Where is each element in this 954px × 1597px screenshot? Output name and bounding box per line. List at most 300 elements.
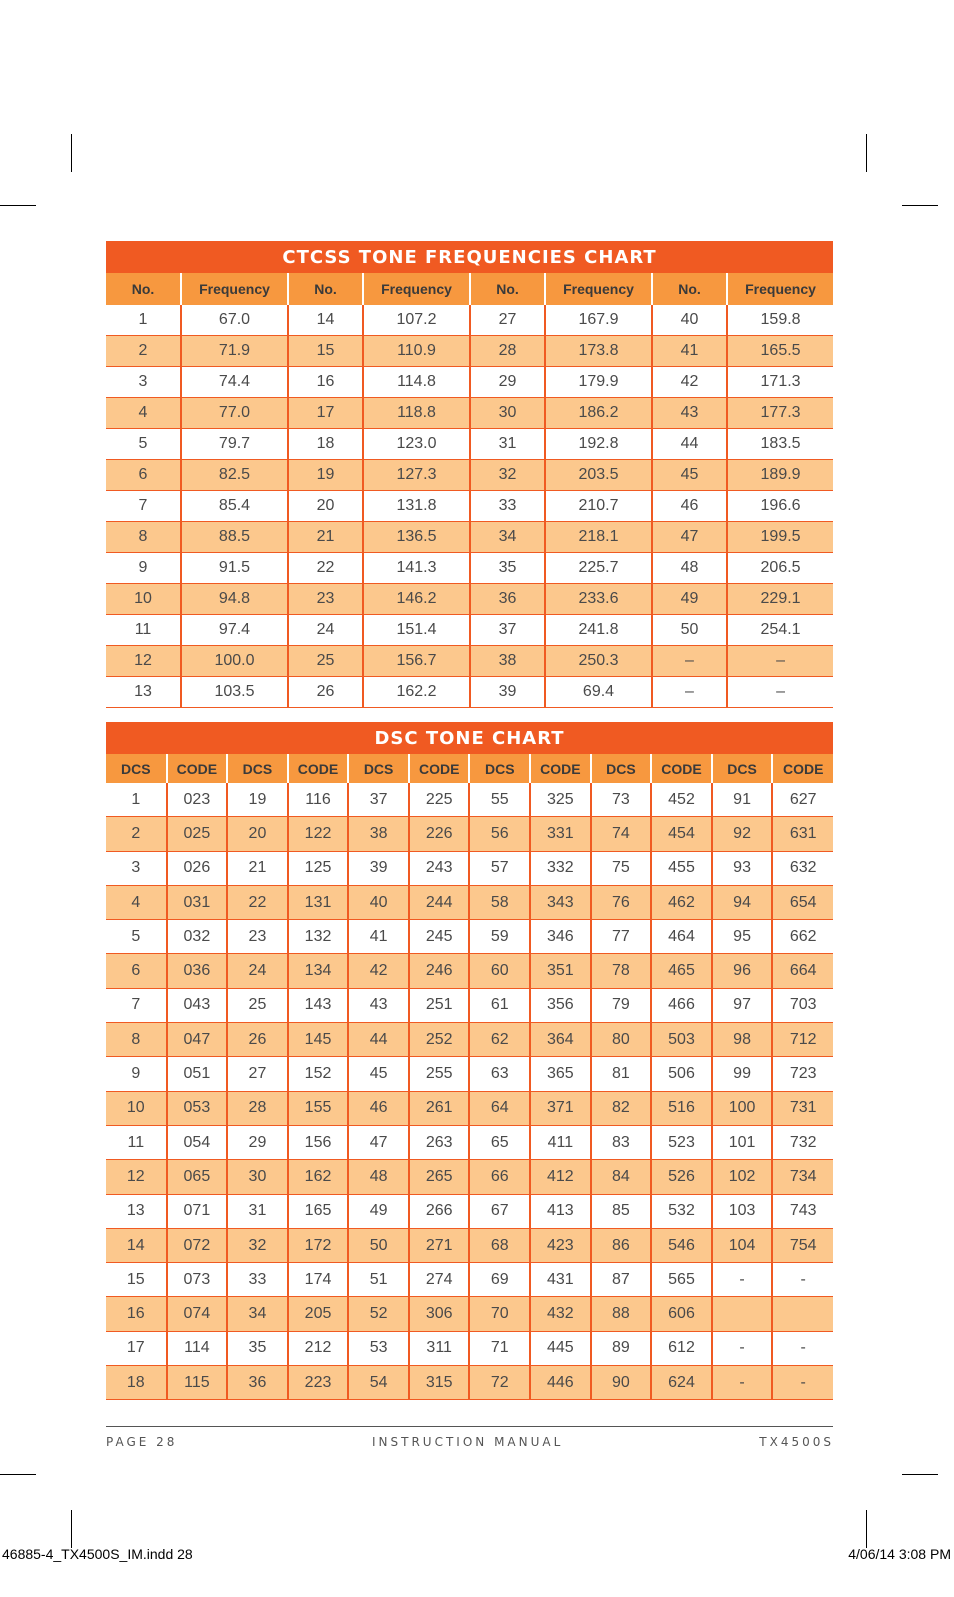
table-cell: 210.7 [545,491,652,522]
table-cell: 49 [652,584,727,615]
table-cell: 23 [227,920,288,954]
table-cell: 88 [591,1297,652,1331]
column-header: Frequency [363,273,470,305]
table-cell: 30 [470,398,545,429]
table-cell: 743 [772,1194,833,1228]
table-cell: 165.5 [727,336,833,367]
table-cell: 63 [469,1057,530,1091]
table-cell: 265 [409,1160,470,1194]
table-cell: 29 [470,367,545,398]
table-cell: 48 [348,1160,409,1194]
table-row [106,1160,833,1194]
table-cell: 20 [288,491,363,522]
table-cell: 246 [409,954,470,988]
table-cell: 79.7 [181,429,288,460]
table-row [106,1091,833,1125]
table-cell: 1 [106,305,181,336]
table-cell: 78 [591,954,652,988]
table-cell: 67 [469,1194,530,1228]
table-cell: 189.9 [727,460,833,491]
table-cell: 39 [348,851,409,885]
table-cell: 82 [591,1091,652,1125]
crop-mark [902,1474,938,1475]
table-cell: 67.0 [181,305,288,336]
table-cell: 31 [470,429,545,460]
table-cell: 41 [652,336,727,367]
table-cell: 29 [227,1125,288,1159]
table-row [106,783,833,817]
table-cell: 101 [712,1125,773,1159]
table-cell: 632 [772,851,833,885]
column-header: No. [470,273,545,305]
crop-mark [866,134,867,172]
table-cell: 452 [651,783,712,817]
table-cell: 9 [106,553,181,584]
table-cell: 254.1 [727,615,833,646]
table-cell: 86 [591,1228,652,1262]
table-cell: 27 [470,305,545,336]
table-cell: 24 [288,615,363,646]
table-cell: 38 [470,646,545,677]
table-cell: 364 [530,1023,591,1057]
crop-mark [866,1510,867,1548]
table-cell: 20 [227,817,288,851]
table-cell: 100 [712,1091,773,1125]
table-cell: 506 [651,1057,712,1091]
table-cell: 315 [409,1366,470,1400]
table-cell: 631 [772,817,833,851]
table-cell: 42 [348,954,409,988]
column-header: No. [288,273,363,305]
table-cell: 145 [288,1023,349,1057]
column-header: DCS [591,754,652,783]
table-cell: 87 [591,1263,652,1297]
column-header: DCS [469,754,530,783]
table-row [106,1194,833,1228]
table-cell: 526 [651,1160,712,1194]
table-cell: – [727,677,833,708]
table-cell: 21 [227,851,288,885]
table-cell: 22 [227,885,288,919]
table-cell: 612 [651,1331,712,1365]
table-cell: 61 [469,988,530,1022]
table-cell: 65 [469,1125,530,1159]
table-cell: 73 [591,783,652,817]
table-cell: 28 [470,336,545,367]
table-cell: 74 [591,817,652,851]
table-cell: 712 [772,1023,833,1057]
table-cell: 7 [106,988,167,1022]
table-cell: 732 [772,1125,833,1159]
table-cell: 13 [106,1194,167,1228]
table-cell [772,1297,833,1331]
table-cell: 332 [530,851,591,885]
table-cell: 94.8 [181,584,288,615]
table-cell: 411 [530,1125,591,1159]
table-cell: 177.3 [727,398,833,429]
table-cell: 162 [288,1160,349,1194]
table-cell: 343 [530,885,591,919]
table-cell: 14 [106,1228,167,1262]
table-cell: 3 [106,367,181,398]
table-cell: 143 [288,988,349,1022]
table-cell: 88.5 [181,522,288,553]
crop-mark [71,1510,72,1548]
table-cell: 132 [288,920,349,954]
table-cell: 047 [167,1023,228,1057]
table-cell: 12 [106,1160,167,1194]
table-cell: 664 [772,954,833,988]
table-cell: 43 [348,988,409,1022]
table-cell: 35 [227,1331,288,1365]
table-row [106,954,833,988]
crop-mark [0,1474,36,1475]
table-cell: 22 [288,553,363,584]
table-cell: 46 [652,491,727,522]
table-cell: 54 [348,1366,409,1400]
table-cell: 243 [409,851,470,885]
table-cell: 100.0 [181,646,288,677]
ctcss-tone-table [106,241,833,708]
table-cell: 465 [651,954,712,988]
table-cell: 031 [167,885,228,919]
table-cell: 351 [530,954,591,988]
table-cell: 183.5 [727,429,833,460]
table-cell: 244 [409,885,470,919]
table-cell: 39 [470,677,545,708]
column-header: No. [106,273,181,305]
table-cell: 255 [409,1057,470,1091]
column-header: Frequency [181,273,288,305]
table-row [106,491,833,522]
table-cell: 46 [348,1091,409,1125]
table-cell: 43 [652,398,727,429]
table-cell: 6 [106,954,167,988]
table-cell: 77 [591,920,652,954]
table-cell: 17 [288,398,363,429]
table-cell: 025 [167,817,228,851]
table-cell: 179.9 [545,367,652,398]
table-cell: 72 [469,1366,530,1400]
table-row [106,1023,833,1057]
table-cell: 66 [469,1160,530,1194]
table-cell: 79 [591,988,652,1022]
table-cell: 103.5 [181,677,288,708]
table-cell: 065 [167,1160,228,1194]
table-cell: 118.8 [363,398,470,429]
table-cell: 206.5 [727,553,833,584]
table-cell: 455 [651,851,712,885]
table-cell: 131 [288,885,349,919]
table-row [106,920,833,954]
column-header: No. [652,273,727,305]
table-cell: 356 [530,988,591,1022]
table-cell: 56 [469,817,530,851]
table-cell: 58 [469,885,530,919]
table-cell: 271 [409,1228,470,1262]
table-cell: 93 [712,851,773,885]
table-cell: 37 [348,783,409,817]
column-header: CODE [288,754,349,783]
table-cell: 83 [591,1125,652,1159]
table-cell: 365 [530,1057,591,1091]
table-cell: 462 [651,885,712,919]
table-cell: 454 [651,817,712,851]
table-cell: 30 [227,1160,288,1194]
table-cell: 156 [288,1125,349,1159]
table-cell: 25 [288,646,363,677]
table-cell: 446 [530,1366,591,1400]
table-cell: 186.2 [545,398,652,429]
table-cell: 043 [167,988,228,1022]
table-cell: 50 [652,615,727,646]
table-cell: 52 [348,1297,409,1331]
column-header: DCS [348,754,409,783]
table-cell: 053 [167,1091,228,1125]
table-cell: 250.3 [545,646,652,677]
table-cell: 225 [409,783,470,817]
table-cell: 71.9 [181,336,288,367]
table-cell: 47 [348,1125,409,1159]
table-row [106,646,833,677]
table-cell: 026 [167,851,228,885]
table-cell: 306 [409,1297,470,1331]
table-cell: 45 [652,460,727,491]
table-cell: 26 [227,1023,288,1057]
table-row [106,336,833,367]
table-cell: 15 [288,336,363,367]
table-cell: 107.2 [363,305,470,336]
table-cell: 023 [167,783,228,817]
table-cell: 98 [712,1023,773,1057]
table-row [106,429,833,460]
table-cell: 127.3 [363,460,470,491]
table-cell: 13 [106,677,181,708]
dsc-tone-table [106,722,833,1400]
table-cell: 85 [591,1194,652,1228]
table-cell: 624 [651,1366,712,1400]
table-cell: 85.4 [181,491,288,522]
table-cell: 155 [288,1091,349,1125]
table-cell: 703 [772,988,833,1022]
table-cell: 229.1 [727,584,833,615]
table-cell: 565 [651,1263,712,1297]
table-cell: 606 [651,1297,712,1331]
table-cell: 9 [106,1057,167,1091]
table-cell: 8 [106,1023,167,1057]
table-cell: 141.3 [363,553,470,584]
table-cell: 15 [106,1263,167,1297]
slug-filename: 46885-4_TX4500S_IM.indd 28 [2,1546,193,1562]
table-cell: 172 [288,1228,349,1262]
table-cell: 68 [469,1228,530,1262]
table-cell: 261 [409,1091,470,1125]
table-cell: 233.6 [545,584,652,615]
table-row [106,398,833,429]
footer-rule [106,1426,833,1427]
table-row [106,1228,833,1262]
table-cell: 627 [772,783,833,817]
table-cell: 114 [167,1331,228,1365]
table-cell: 159.8 [727,305,833,336]
table-cell: 2 [106,817,167,851]
table-cell: 125 [288,851,349,885]
crop-mark [902,205,938,206]
table-cell: 33 [227,1263,288,1297]
table-cell: 171.3 [727,367,833,398]
table-cell: 97 [712,988,773,1022]
table-row [106,851,833,885]
table-cell: 28 [227,1091,288,1125]
table-cell: 16 [106,1297,167,1331]
table-cell: 76 [591,885,652,919]
table-cell: 331 [530,817,591,851]
table-cell: 134 [288,954,349,988]
table-cell: 503 [651,1023,712,1057]
crop-mark [0,205,36,206]
table-cell: 19 [288,460,363,491]
table-cell: 241.8 [545,615,652,646]
table-cell: 413 [530,1194,591,1228]
table-cell: 152 [288,1057,349,1091]
table-cell: 62 [469,1023,530,1057]
table-cell: 11 [106,615,181,646]
table-cell: 051 [167,1057,228,1091]
table-cell: 754 [772,1228,833,1262]
table-cell: - [712,1331,773,1365]
table-cell [712,1297,773,1331]
table-cell: 266 [409,1194,470,1228]
table-row [106,1057,833,1091]
table-cell: 546 [651,1228,712,1262]
table-cell: 466 [651,988,712,1022]
table-row [106,615,833,646]
table-cell: 346 [530,920,591,954]
table-cell: 36 [470,584,545,615]
table-cell: 40 [652,305,727,336]
table-cell: 196.6 [727,491,833,522]
table-cell: 054 [167,1125,228,1159]
table-cell: 97.4 [181,615,288,646]
table-cell: 94 [712,885,773,919]
table-cell: 21 [288,522,363,553]
column-header: CODE [530,754,591,783]
table-cell: 103 [712,1194,773,1228]
table-cell: 50 [348,1228,409,1262]
table-row [106,305,833,336]
table-cell: 18 [288,429,363,460]
table-cell: 523 [651,1125,712,1159]
table-cell: 40 [348,885,409,919]
column-header: CODE [651,754,712,783]
table-cell: 174 [288,1263,349,1297]
table-cell: 116 [288,783,349,817]
table-cell: 036 [167,954,228,988]
table-cell: 81 [591,1057,652,1091]
table-cell: 35 [470,553,545,584]
table-cell: 251 [409,988,470,1022]
table-cell: - [772,1366,833,1400]
table-cell: 18 [106,1366,167,1400]
table-cell: 151.4 [363,615,470,646]
table-cell: 734 [772,1160,833,1194]
table-cell: 82.5 [181,460,288,491]
table-cell: 192.8 [545,429,652,460]
ctcss-table-title: CTCSS TONE FREQUENCIES CHART [106,241,833,273]
table-cell: 25 [227,988,288,1022]
table-cell: 156.7 [363,646,470,677]
table-row [106,817,833,851]
table-cell: 75 [591,851,652,885]
table-row [106,522,833,553]
table-cell: 8 [106,522,181,553]
column-header: DCS [227,754,288,783]
table-cell: 7 [106,491,181,522]
table-cell: 532 [651,1194,712,1228]
table-cell: 70 [469,1297,530,1331]
table-cell: 445 [530,1331,591,1365]
crop-mark [71,134,72,172]
table-cell: 225.7 [545,553,652,584]
table-cell: 41 [348,920,409,954]
slug-datetime: 4/06/14 3:08 PM [848,1546,951,1562]
table-cell: - [712,1366,773,1400]
table-cell: 167.9 [545,305,652,336]
table-cell: 19 [227,783,288,817]
table-cell: 252 [409,1023,470,1057]
table-cell: 073 [167,1263,228,1297]
column-header: DCS [106,754,167,783]
table-cell: 6 [106,460,181,491]
table-cell: 17 [106,1331,167,1365]
table-cell: 80 [591,1023,652,1057]
table-cell: 131.8 [363,491,470,522]
table-cell: 69.4 [545,677,652,708]
table-cell: 11 [106,1125,167,1159]
table-cell: 71 [469,1331,530,1365]
table-cell: 14 [288,305,363,336]
table-cell: 662 [772,920,833,954]
table-cell: 115 [167,1366,228,1400]
table-cell: 64 [469,1091,530,1125]
table-cell: 162.2 [363,677,470,708]
table-cell: 99 [712,1057,773,1091]
table-cell: 23 [288,584,363,615]
column-header: CODE [772,754,833,783]
column-header: Frequency [545,273,652,305]
table-cell: 464 [651,920,712,954]
table-cell: 44 [652,429,727,460]
table-cell: – [652,646,727,677]
table-cell: 10 [106,1091,167,1125]
table-cell: 57 [469,851,530,885]
table-cell: 122 [288,817,349,851]
table-cell: 110.9 [363,336,470,367]
table-cell: 072 [167,1228,228,1262]
table-cell: 245 [409,920,470,954]
page-number: PAGE 28 [106,1435,178,1449]
table-cell: 173.8 [545,336,652,367]
dsc-table-title: DSC TONE CHART [106,722,833,754]
model-name: TX4500S [759,1435,834,1449]
table-cell: 311 [409,1331,470,1365]
table-cell: 36 [227,1366,288,1400]
table-cell: 165 [288,1194,349,1228]
table-cell: 4 [106,398,181,429]
table-cell: 136.5 [363,522,470,553]
table-cell: 74.4 [181,367,288,398]
table-cell: 325 [530,783,591,817]
